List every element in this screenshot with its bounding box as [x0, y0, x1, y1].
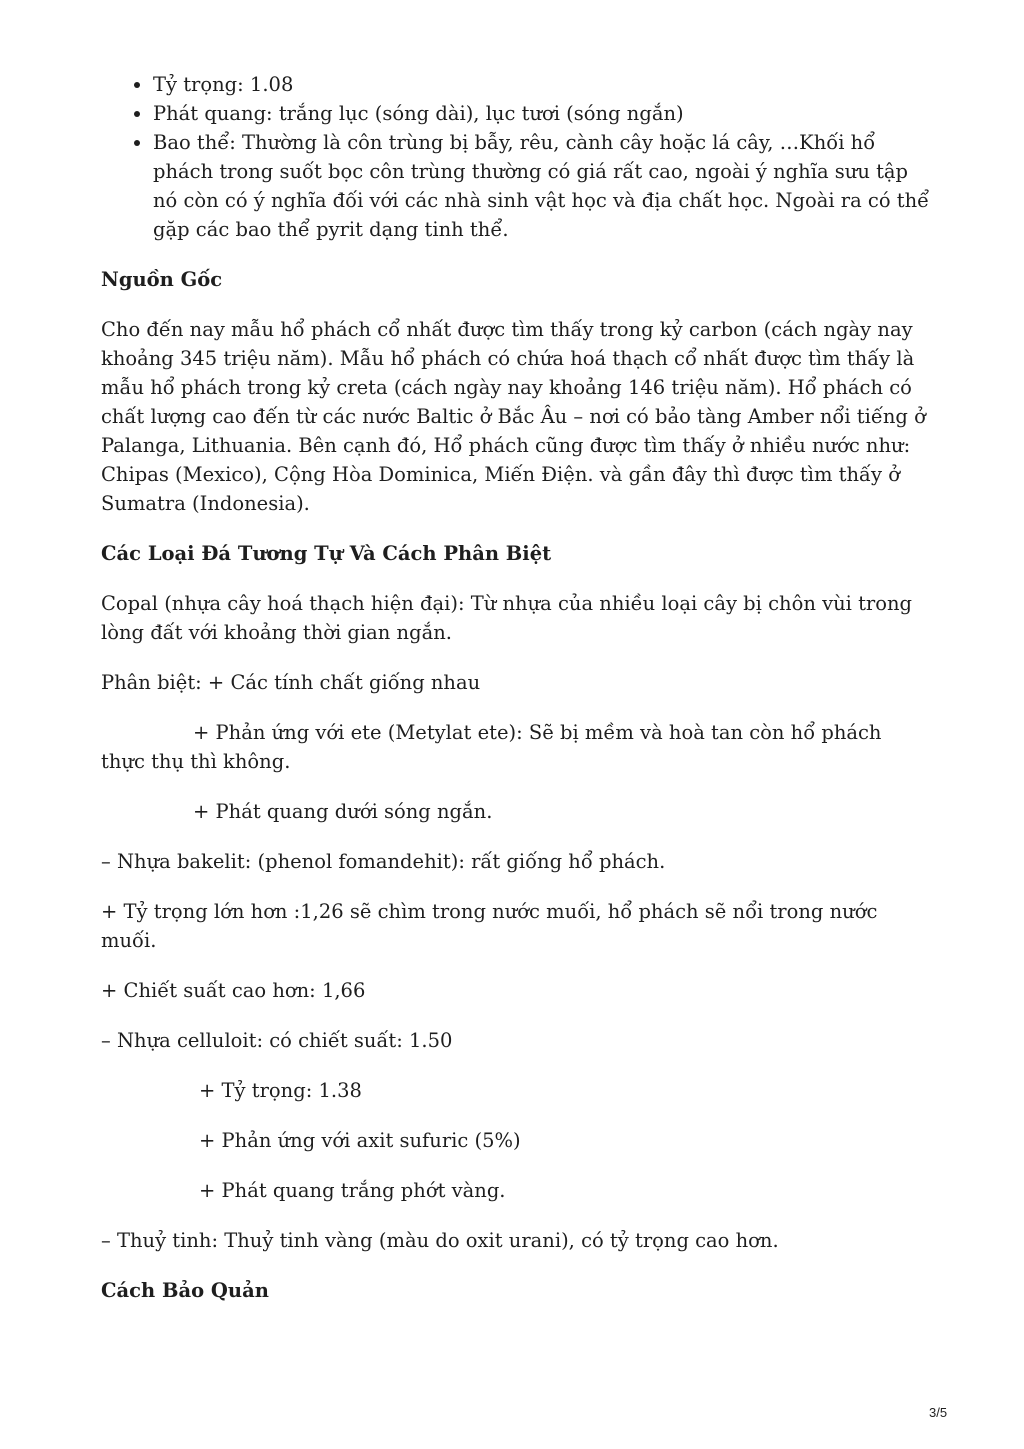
- property-list: [101, 70, 931, 244]
- list-item: • Bao thể: Thường là côn trùng bị bẫy, rêu, cành cây hoặc lá cây, …Khối hổ phách trong suốt bọc côn trùng thường có giá rất cao, ngoài ý nghĩa sưu tập nó còn có ý nghĩa đối với các nhà sinh vật học và địa chất học. Ngoài ra có thể gặp các bao thể pyrit dạng tinh thể.: [153, 128, 931, 244]
- ether-reaction-paragraph: + Phản ứng với ete (Metylat ete): Sẽ bị mềm và hoà tan còn hổ phách thực thụ thì không.: [101, 721, 882, 773]
- fluorescence-paragraph: + Phát quang dưới sóng ngắn.: [193, 800, 493, 823]
- bakelite-density-paragraph: + Tỷ trọng lớn hơn :1,26 sẽ chìm trong nước muối, hổ phách sẽ nổi trong nước muối.: [101, 900, 878, 952]
- bakelite-refractive-paragraph: + Chiết suất cao hơn: 1,66: [101, 979, 366, 1002]
- similar-stones-heading: Các Loại Đá Tương Tự Và Cách Phân Biệt: [101, 542, 552, 565]
- bakelite-paragraph: – Nhựa bakelit: (phenol fomandehit): rất giống hổ phách.: [101, 850, 666, 873]
- celluloid-acid-paragraph: + Phản ứng với axit sufuric (5%): [199, 1129, 521, 1152]
- document-page: [101, 70, 931, 1305]
- list-item: • Phát quang: trắng lục (sóng dài), lục tươi (sóng ngắn): [153, 99, 931, 128]
- origin-paragraph: Cho đến nay mẫu hổ phách cổ nhất được tìm thấy trong kỷ carbon (cách ngày nay khoảng 345 triệu năm). Mẫu hổ phách có chứa hoá thạch cổ nhất được tìm thấy là mẫu hổ phách trong kỷ creta (cách ngày nay khoảng 146 triệu năm). Hổ phách có chất lượng cao đến từ các nước Baltic ở Bắc Âu – nơi có bảo tàng Amber nổi tiếng ở Palanga, Lithuania. Bên cạnh đó, Hổ phách cũng được tìm thấy ở nhiều nước như: Chipas (Mexico), Cộng Hòa Dominica, Miến Điện. và gần đây thì được tìm thấy ở Sumatra (Indonesia).: [101, 318, 926, 515]
- celluloid-density-paragraph: + Tỷ trọng: 1.38: [199, 1079, 362, 1102]
- celluloid-paragraph: – Nhựa celluloit: có chiết suất: 1.50: [101, 1029, 453, 1052]
- origin-heading: Nguồn Gốc: [101, 268, 223, 291]
- list-item: • Tỷ trọng: 1.08: [153, 70, 931, 99]
- preservation-heading: Cách Bảo Quản: [101, 1279, 269, 1302]
- celluloid-fluorescence-paragraph: + Phát quang trắng phớt vàng.: [199, 1179, 506, 1202]
- copal-paragraph: Copal (nhựa cây hoá thạch hiện đại): Từ nhựa của nhiều loại cây bị chôn vùi trong lòng đất với khoảng thời gian ngắn.: [101, 592, 913, 644]
- distinguish-paragraph: Phân biệt: + Các tính chất giống nhau: [101, 671, 481, 694]
- page-number: 3/5: [929, 1405, 948, 1420]
- glass-paragraph: – Thuỷ tinh: Thuỷ tinh vàng (màu do oxit urani), có tỷ trọng cao hơn.: [101, 1229, 779, 1252]
